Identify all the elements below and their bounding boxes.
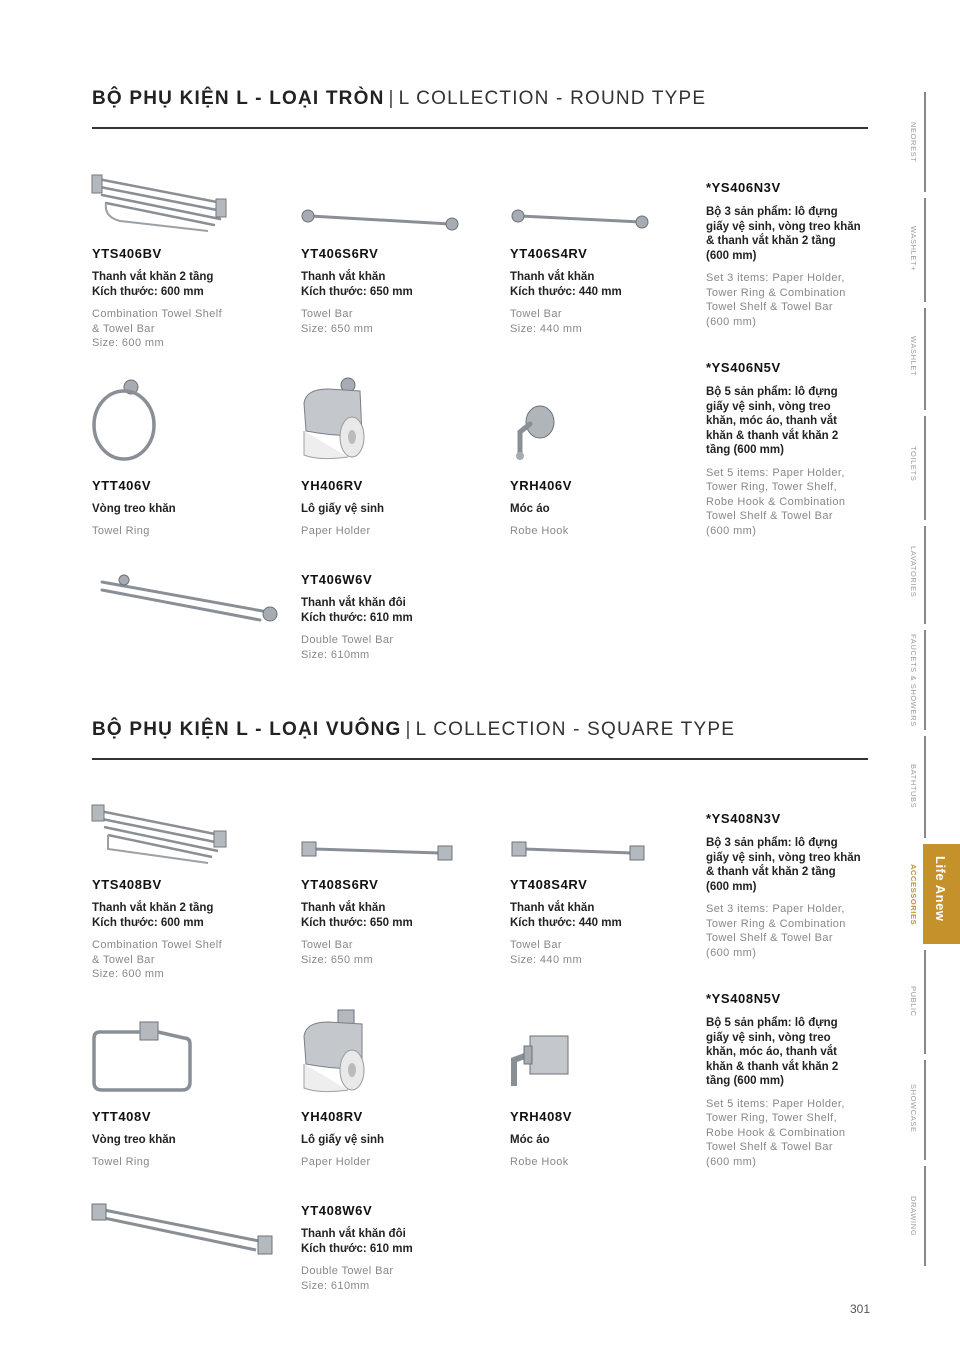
section-title-en: L COLLECTION - ROUND TYPE — [398, 88, 707, 109]
product-card — [510, 478, 700, 539]
side-nav-item-bathtubs[interactable]: BATHTUBS — [909, 764, 918, 809]
product-desc-en: Combination Towel Shelf & Towel Bar Size: 600 mm — [92, 939, 223, 980]
product-card — [301, 1109, 491, 1170]
product-card — [301, 1203, 491, 1293]
side-nav-divider — [924, 950, 926, 1054]
towel-bar-square-image — [300, 840, 455, 864]
set-code: *YS408N3V — [706, 811, 781, 826]
side-nav-item-washlet[interactable]: WASHLET — [909, 336, 918, 377]
towel-bar-round-image — [300, 208, 460, 232]
product-desc-en: Combination Towel Shelf & Towel Bar Size: 600 mm — [92, 308, 223, 349]
product-code: YH406RV — [301, 478, 363, 493]
set-desc-vi: Bộ 3 sản phẩm: lô đựng giấy vệ sinh, vòng treo khăn & thanh vắt khăn 2 tầng (600 mm) — [706, 837, 861, 893]
product-desc-vi: Thanh vắt khăn Kích thước: 440 mm — [510, 902, 622, 929]
product-set — [706, 811, 876, 960]
product-card — [92, 478, 282, 539]
set-desc-vi: Bộ 5 sản phẩm: lô đựng giấy vệ sinh, vòng treo khăn, móc áo, thanh vắt khăn & thanh vắt khăn 2 tầng (600 mm) — [706, 1017, 839, 1087]
section-divider — [92, 758, 868, 760]
product-desc-en: Paper Holder — [301, 1156, 371, 1168]
side-nav-item-neorest[interactable]: NEOREST — [909, 122, 918, 163]
product-desc-en: Towel Ring — [92, 525, 150, 537]
side-nav-divider — [924, 308, 926, 410]
product-desc-vi: Vòng treo khăn — [92, 503, 176, 515]
product-code: YRH406V — [510, 478, 573, 493]
robe-hook-round-image — [508, 402, 558, 464]
title-separator: | — [388, 88, 395, 109]
robe-hook-square-image — [508, 1034, 572, 1094]
towel-bar-round-image — [510, 208, 650, 232]
side-nav-item-accessories[interactable]: ACCESSORIES — [909, 864, 918, 926]
product-code: YT408S4RV — [510, 877, 588, 892]
product-desc-vi: Móc áo — [510, 1134, 550, 1146]
section-title-round — [92, 88, 706, 110]
product-desc-vi: Vòng treo khăn — [92, 1134, 176, 1146]
product-desc-en: Paper Holder — [301, 525, 371, 537]
towel-ring-square-image — [90, 1020, 196, 1094]
set-code: *YS408N5V — [706, 991, 781, 1006]
set-desc-vi: Bộ 5 sản phẩm: lô đựng giấy vệ sinh, vòng treo khăn, móc áo, thanh vắt khăn & thanh vắt khăn 2 tầng (600 mm) — [706, 386, 839, 456]
set-desc-en: Set 3 items: Paper Holder, Tower Ring & Combination Towel Shelf & Towel Bar (600 mm) — [706, 903, 846, 959]
product-desc-vi: Lô giấy vệ sinh — [301, 1134, 385, 1146]
product-card — [301, 572, 491, 662]
double-towel-bar-round-image — [90, 572, 280, 628]
section-title-square — [92, 719, 735, 741]
set-code: *YS406N5V — [706, 360, 781, 375]
side-nav-divider — [924, 630, 926, 730]
product-set — [706, 360, 876, 538]
active-section-tab — [923, 844, 960, 944]
product-card — [92, 877, 282, 982]
product-desc-vi: Thanh vắt khăn Kích thước: 440 mm — [510, 271, 622, 298]
set-desc-en: Set 5 items: Paper Holder, Tower Ring, Tower Shelf, Robe Hook & Combination Towel Shelf & Towel Bar (600 mm) — [706, 1097, 846, 1168]
section-title-vi: BỘ PHỤ KIỆN L - LOẠI TRÒN — [92, 88, 385, 109]
towel-bar-square-image — [510, 840, 646, 864]
product-code: YT406S6RV — [301, 246, 379, 261]
side-nav-item-public[interactable]: PUBLIC — [909, 986, 918, 1017]
title-separator: | — [405, 719, 412, 740]
side-nav-item-lavatories[interactable]: LAVATORIES — [909, 546, 918, 598]
product-desc-vi: Lô giấy vệ sinh — [301, 503, 385, 515]
product-code: YT408W6V — [301, 1203, 373, 1218]
towel-shelf-square-image — [90, 797, 230, 867]
side-nav-divider — [924, 198, 926, 302]
side-nav-divider — [924, 1166, 926, 1266]
side-nav-divider — [924, 416, 926, 520]
set-code: *YS406N3V — [706, 180, 781, 195]
product-code: YT406W6V — [301, 572, 373, 587]
product-desc-en: Towel Ring — [92, 1156, 150, 1168]
product-code: YH408RV — [301, 1109, 363, 1124]
product-set — [706, 180, 876, 329]
product-card — [301, 478, 491, 539]
product-code: YT408S6RV — [301, 877, 379, 892]
page-number: 301 — [850, 1302, 871, 1316]
side-nav-item-faucets-showers[interactable]: FAUCETS & SHOWERS — [909, 634, 918, 727]
section-title-en: L COLLECTION - SQUARE TYPE — [415, 719, 736, 740]
set-desc-en: Set 5 items: Paper Holder, Tower Ring, Tower Shelf, Robe Hook & Combination Towel Shelf & Towel Bar (600 mm) — [706, 466, 846, 537]
product-desc-vi: Móc áo — [510, 503, 550, 515]
section-divider — [92, 127, 868, 129]
double-towel-bar-square-image — [90, 1202, 276, 1262]
product-card — [301, 877, 491, 967]
side-nav-item-showcase[interactable]: SHOWCASE — [909, 1084, 918, 1133]
product-code: YT406S4RV — [510, 246, 588, 261]
product-card — [510, 1109, 700, 1170]
side-nav-item-washlet-plus[interactable]: WASHLET+ — [909, 226, 918, 272]
product-desc-en: Towel Bar Size: 650 mm — [301, 939, 374, 966]
product-code: YRH408V — [510, 1109, 573, 1124]
product-card — [510, 877, 700, 967]
product-desc-en: Towel Bar Size: 440 mm — [510, 308, 583, 335]
product-desc-vi: Thanh vắt khăn đôi Kích thước: 610 mm — [301, 1228, 413, 1255]
product-desc-vi: Thanh vắt khăn đôi Kích thước: 610 mm — [301, 597, 413, 624]
towel-ring-round-image — [90, 375, 160, 463]
product-desc-en: Towel Bar Size: 650 mm — [301, 308, 374, 335]
product-desc-vi: Thanh vắt khăn Kích thước: 650 mm — [301, 271, 413, 298]
product-code: YTS406BV — [92, 246, 162, 261]
product-card — [510, 246, 700, 336]
paper-holder-square-image — [298, 1006, 370, 1096]
set-desc-en: Set 3 items: Paper Holder, Tower Ring & Combination Towel Shelf & Towel Bar (600 mm) — [706, 272, 846, 328]
product-desc-en: Robe Hook — [510, 1156, 569, 1168]
product-desc-en: Double Towel Bar Size: 610mm — [301, 634, 394, 661]
side-nav-divider — [924, 526, 926, 624]
product-desc-vi: Thanh vắt khăn 2 tầng Kích thước: 600 mm — [92, 902, 214, 929]
product-card — [301, 246, 491, 336]
product-card — [92, 246, 282, 351]
product-code: YTT408V — [92, 1109, 152, 1124]
side-nav-item-toilets[interactable]: TOILETS — [909, 446, 918, 482]
product-code: YTS408BV — [92, 877, 162, 892]
set-desc-vi: Bộ 3 sản phẩm: lô đựng giấy vệ sinh, vòng treo khăn & thanh vắt khăn 2 tầng (600 mm) — [706, 206, 861, 262]
side-nav-divider — [924, 1060, 926, 1160]
product-desc-vi: Thanh vắt khăn 2 tầng Kích thước: 600 mm — [92, 271, 214, 298]
product-desc-en: Towel Bar Size: 440 mm — [510, 939, 583, 966]
towel-shelf-round-image — [90, 165, 230, 235]
product-desc-en: Robe Hook — [510, 525, 569, 537]
paper-holder-round-image — [298, 375, 370, 463]
product-card — [92, 1109, 282, 1170]
side-nav-divider — [924, 92, 926, 192]
section-title-vi: BỘ PHỤ KIỆN L - LOẠI VUÔNG — [92, 719, 402, 740]
side-nav-item-drawing[interactable]: DRAWING — [909, 1196, 918, 1237]
product-desc-vi: Thanh vắt khăn Kích thước: 650 mm — [301, 902, 413, 929]
side-nav-divider — [924, 736, 926, 838]
product-set — [706, 991, 876, 1169]
tab-label-life-anew: Life Anew — [933, 856, 948, 922]
product-desc-en: Double Towel Bar Size: 610mm — [301, 1265, 394, 1292]
product-code: YTT406V — [92, 478, 152, 493]
